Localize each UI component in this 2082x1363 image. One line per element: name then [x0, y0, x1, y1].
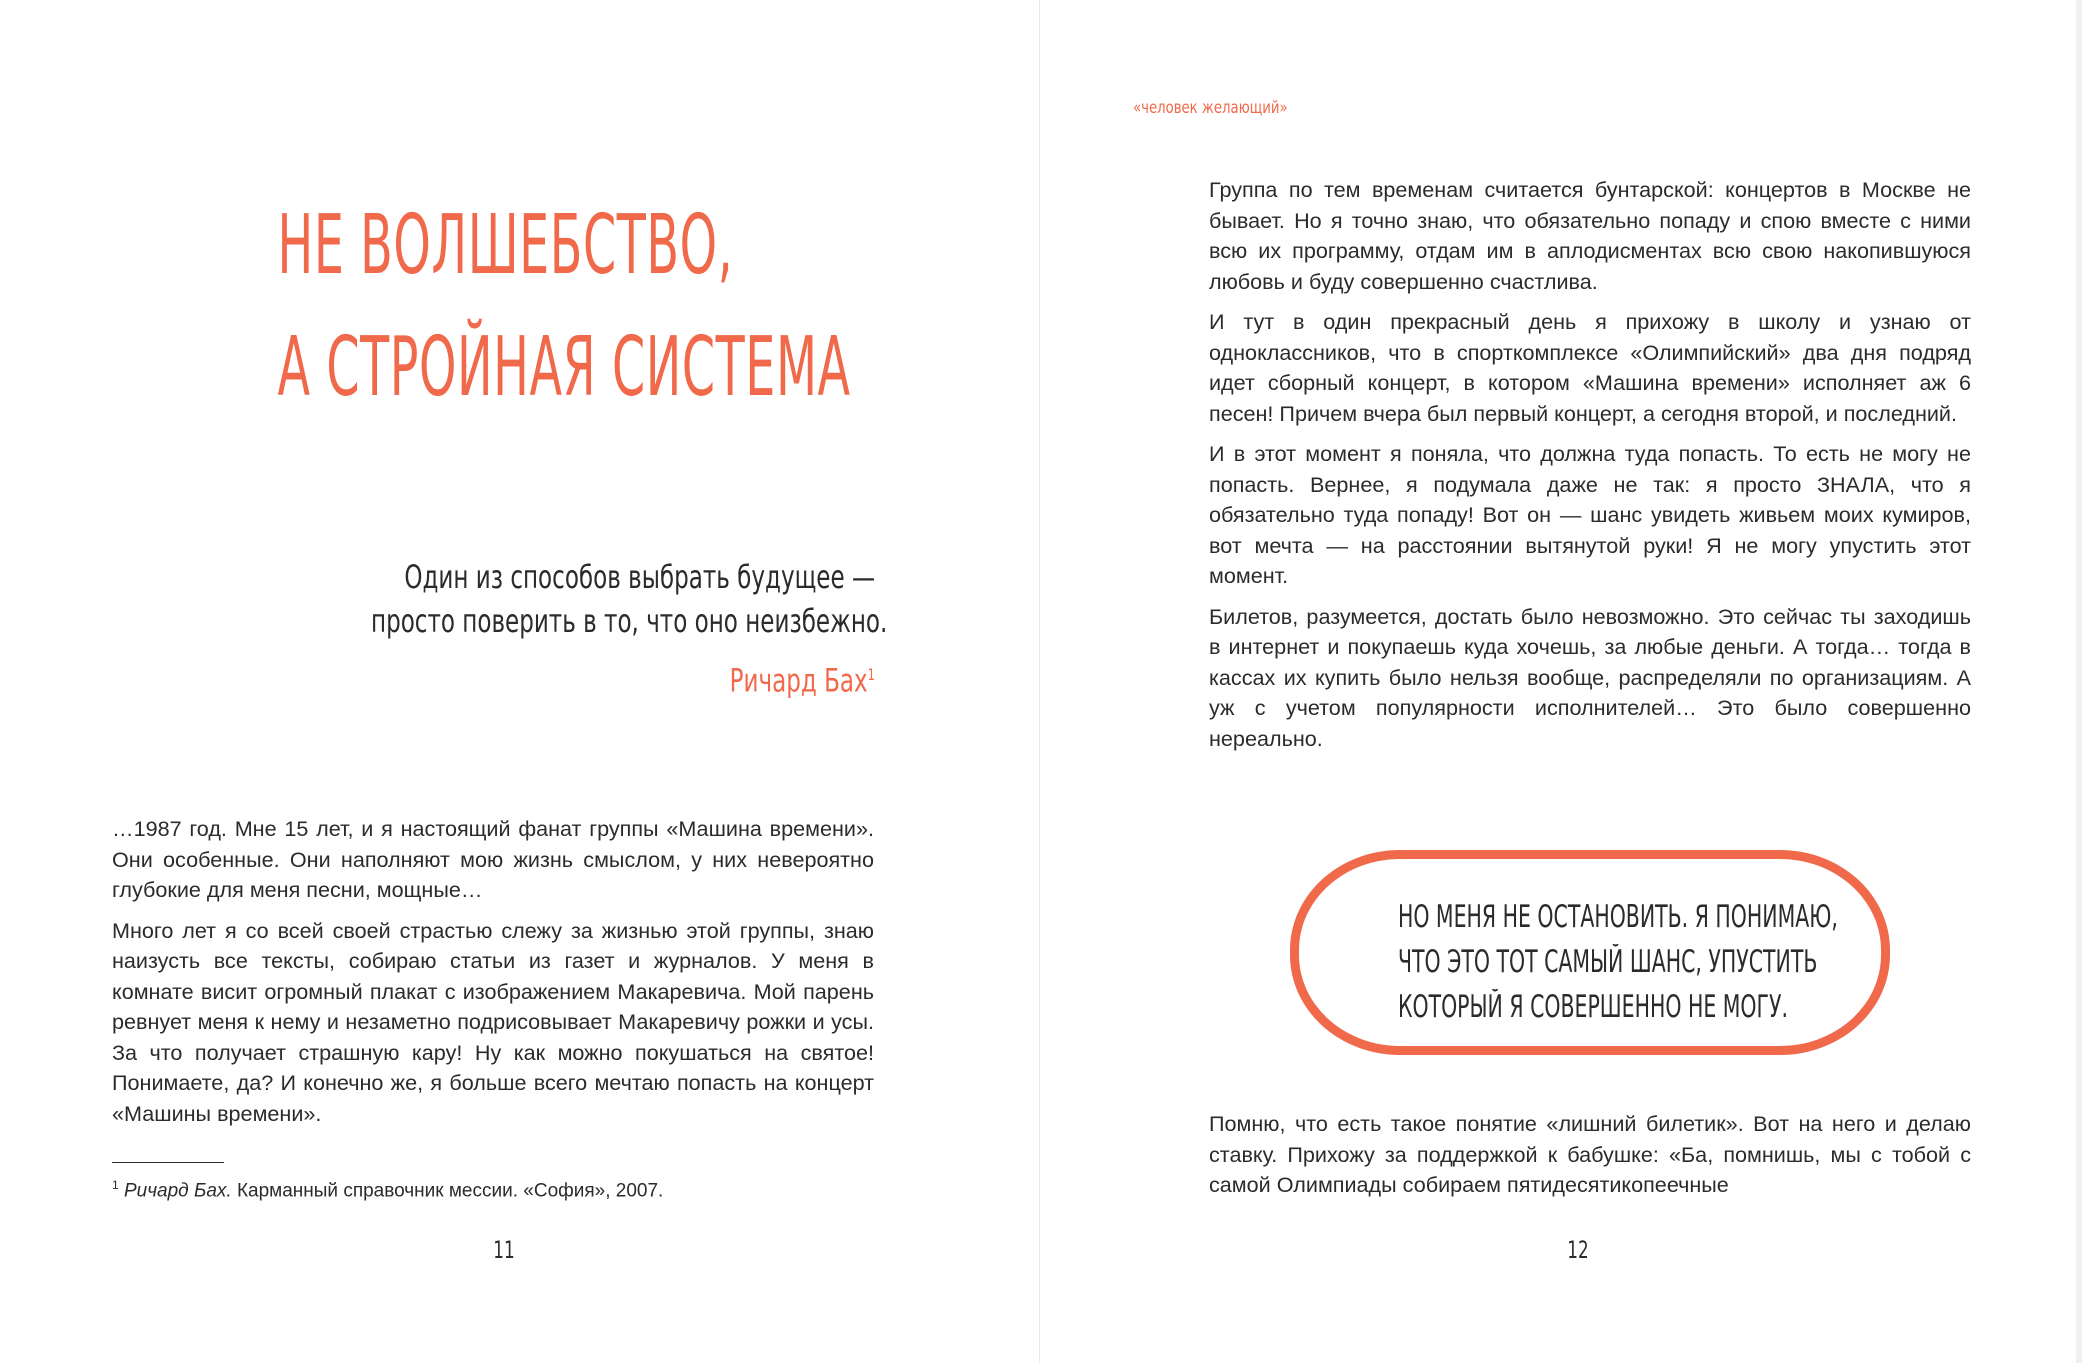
chapter-title-line: А СТРОЙНАЯ СИСТЕМА — [277, 320, 851, 415]
footnote-author: Ричард Бах. — [123, 1180, 232, 1202]
paragraph: И тут в один прекрасный день я прихожу в школу и узнаю от одноклассников, что в спорткомплексе «Олимпийский» два дня подряд идет сборный концерт, в котором «Машина времени» исполняет аж 6 песен! Причем вчера был первый концерт, а сегодня второй, и последний. — [1209, 309, 1971, 426]
paragraph: …1987 год. Мне 15 лет, и я настоящий фанат группы «Машина времени». Они особенные. Они наполняют мою жизнь смыслом, у них невероятно глубокие для меня песни, мощные… — [112, 816, 874, 902]
footnote-divider — [112, 1162, 224, 1163]
left-page — [0, 0, 1040, 1363]
callout-text — [1299, 895, 1881, 1030]
epigraph — [175, 555, 888, 703]
right-body-text — [1209, 175, 1971, 764]
epigraph-author — [371, 653, 875, 703]
callout-line: КОТОРЫЙ Я СОВЕРШЕННО НЕ МОГУ. — [1397, 989, 1788, 1025]
paragraph: Билетов, разумеется, достать было невозможно. Это сейчас ты заходишь в интернет и покупаешь куда хочешь, за любые деньги. А тогда… тогда в кассах их купить было нельзя вообще, распределяли по организациям. А уж с учетом популярности исполнителей… Это было совершенно нереально. — [1209, 603, 1971, 751]
running-head: «человек желающий» — [1133, 98, 1288, 118]
callout-bubble — [1290, 850, 1890, 1055]
paragraph: Много лет я со всей своей страстью слежу за жизнью этой группы, знаю наизусть все тексты, собираю статьи из газет и журналов. У меня в комнате висит огромный плакат с изображением Макаревича. Мой парень ревнует меня к нему и незаметно подрисовывает Макаревичу рожки и усы. За что получает страшную кару! Ну как можно покушаться на святое! Понимаете, да? И конечно же, я больше всего мечтаю попасть на концерт «Машины времени». — [112, 917, 874, 1126]
chapter-title-line: НЕ ВОЛШЕБСТВО, — [277, 198, 734, 293]
page-edge — [2076, 0, 2082, 1363]
left-body-text — [112, 814, 874, 1139]
callout-line: НО МЕНЯ НЕ ОСТАНОВИТЬ. Я ПОНИМАЮ, — [1397, 899, 1838, 935]
right-body-text-continued — [1209, 1109, 1971, 1211]
footnote-text: Карманный справочник мессии. «София», 2007. — [231, 1180, 664, 1202]
paragraph: Помню, что есть такое понятие «лишний билетик». Вот на него и делаю ставку. Прихожу за поддержкой к бабушке: «Ба, помнишь, мы с тобой с самой Олимпиады собираем пятидесятикопеечные — [1209, 1111, 1971, 1197]
page-number: 11 — [493, 1236, 515, 1264]
paragraph: Группа по тем временам считается бунтарской: концертов в Москве не бывает. Но я точно знаю, что обязательно попаду и спою вместе с ними всю их программу, отдам им в аплодисментах всю свою накопившуюся любовь и буду совершенно счастлива. — [1209, 177, 1971, 294]
epigraph-author-name: Ричард Бах — [729, 661, 868, 700]
footnote-marker: 1 — [867, 665, 875, 684]
chapter-title — [277, 185, 851, 429]
epigraph-line: просто поверить в то, что оно неизбежно. — [370, 602, 888, 640]
callout-line: ЧТО ЭТО ТОТ САМЫЙ ШАНС, УПУСТИТЬ — [1397, 944, 1818, 980]
footnote-number: 1 — [112, 1178, 119, 1192]
epigraph-line: Один из способов выбрать будущее — — [404, 558, 875, 596]
page-number: 12 — [1567, 1236, 1589, 1264]
paragraph: И в этот момент я поняла, что должна туда попасть. То есть не могу не попасть. Вернее, я подумала даже не так: я просто ЗНАЛА, что я обязательно туда попаду! Вот он — шанс увидеть живьем моих кумиров, вот мечта — на расстоянии вытянутой руки! Я не могу упустить этот момент. — [1209, 441, 1971, 588]
footnote — [112, 1172, 874, 1204]
